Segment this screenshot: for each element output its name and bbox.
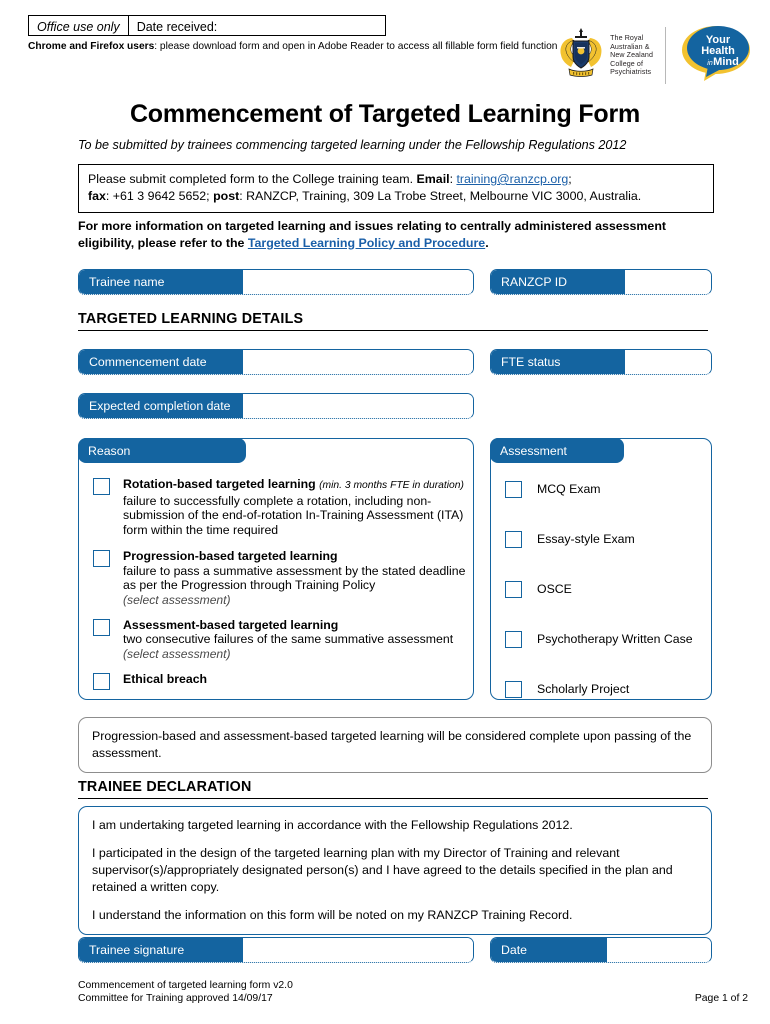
- fax-value: : +61 3 9642 5652;: [105, 189, 214, 203]
- ranzcp-logo: [558, 27, 666, 84]
- assessment-0-label: MCQ Exam: [537, 481, 601, 496]
- reason-option-assessment-based[interactable]: [79, 618, 473, 662]
- reason-1-desc: failure to pass a summative assessment by the stated deadline as per the Progression through Training Policy: [123, 563, 466, 593]
- expected-completion-date-input[interactable]: [243, 394, 473, 418]
- your-health-in-mind-logo: [666, 24, 754, 87]
- declaration-paragraph-1: I am undertaking targeted learning in accordance with the Fellowship Regulations 2012.: [92, 818, 573, 832]
- checkbox-mcq-exam[interactable]: [505, 481, 522, 498]
- declaration-paragraph-2: I participated in the design of the targeted learning plan with my Director of Training and relevant supervisor(s)/appropriately designated person(s) and I have agreed to the details specified in the plan and retained a written copy.: [92, 846, 673, 894]
- trainee-signature-label: Trainee signature: [79, 938, 243, 962]
- checkbox-ethical-breach[interactable]: [93, 673, 110, 690]
- assessment-panel: [490, 438, 712, 700]
- post-label: post: [213, 189, 240, 203]
- reason-option-rotation-based[interactable]: [79, 477, 473, 538]
- more-information-paragraph: [78, 218, 708, 251]
- checkbox-assessment-based[interactable]: [93, 619, 110, 636]
- reason-option-progression-based[interactable]: [79, 549, 473, 608]
- browser-note-bold: Chrome and Firefox users: [28, 41, 155, 52]
- commencement-date-field[interactable]: [78, 349, 474, 375]
- trainee-name-field[interactable]: [78, 269, 474, 295]
- reason-option-text: [123, 549, 473, 608]
- submit-text-c: :: [449, 172, 457, 186]
- fte-status-label: FTE status: [491, 350, 625, 374]
- post-value: : RANZCP, Training, 309 La Trobe Street, Melbourne VIC 3000, Australia.: [239, 189, 642, 203]
- reason-panel-title: Reason: [78, 438, 246, 463]
- crest-line-5: Psychiatrists: [610, 68, 652, 77]
- reason-option-text: [123, 477, 473, 538]
- assessment-panel-body: [491, 439, 711, 698]
- submission-instructions-box: [78, 164, 714, 213]
- date-received-label: Date received:: [136, 20, 218, 34]
- assessment-3-label: Psychotherapy Written Case: [537, 631, 693, 646]
- date-label: Date: [491, 938, 607, 962]
- assessment-option-osce[interactable]: [491, 580, 711, 598]
- submit-text-a: Please submit completed form to the College training team.: [88, 172, 417, 186]
- crest-line-2: Australian &: [610, 42, 650, 51]
- ranzcp-crest-icon: [558, 27, 604, 84]
- completion-note-text: Progression-based and assessment-based targeted learning will be considered complete upon passing of the assessment.: [92, 729, 692, 760]
- checkbox-progression-based[interactable]: [93, 550, 110, 567]
- targeted-learning-policy-link[interactable]: Targeted Learning Policy and Procedure: [247, 235, 486, 250]
- svg-text:in: in: [707, 60, 713, 67]
- fax-label: fax: [88, 189, 106, 203]
- expected-completion-date-label: Expected completion date: [79, 394, 243, 418]
- crest-line-1: The Royal: [610, 34, 644, 43]
- email-label: Email: [416, 172, 450, 186]
- assessment-1-label: Essay-style Exam: [537, 531, 635, 546]
- svg-text:Your: Your: [705, 34, 731, 46]
- reason-option-text: [123, 618, 453, 662]
- date-input[interactable]: [607, 938, 711, 962]
- submit-line-1: [88, 171, 704, 188]
- footer-line-1: Commencement of targeted learning form v2.0: [78, 980, 293, 991]
- info-text-2: .: [485, 235, 489, 250]
- ranzcp-id-field[interactable]: [490, 269, 712, 295]
- ranzcp-wordmark: [610, 34, 653, 77]
- checkbox-psychotherapy-written-case[interactable]: [505, 631, 522, 648]
- section-heading-targeted-learning-details: TARGETED LEARNING DETAILS: [78, 311, 708, 331]
- commencement-date-input[interactable]: [243, 350, 473, 374]
- reason-1-bold: Progression-based targeted learning: [123, 548, 338, 563]
- date-field[interactable]: [490, 937, 712, 963]
- reason-panel-body: [79, 439, 473, 690]
- trainee-name-label: Trainee name: [79, 270, 243, 294]
- svg-text:Mind: Mind: [713, 56, 739, 68]
- assessment-panel-title: Assessment: [490, 438, 624, 463]
- declaration-paragraph-3: I understand the information on this form will be noted on my RANZCP Training Record.: [92, 908, 573, 922]
- checkbox-essay-style-exam[interactable]: [505, 531, 522, 548]
- page-title: Commencement of Targeted Learning Form: [129, 100, 641, 128]
- reason-0-desc: failure to successfully complete a rotation, including non-submission of the end-of-rotation In-Training Assessment (ITA) form within the time required: [123, 493, 464, 538]
- reason-1-select: (select assessment): [123, 592, 231, 607]
- crest-line-4: College of: [610, 59, 644, 68]
- reason-option-text: [123, 672, 207, 687]
- fte-status-field[interactable]: [490, 349, 712, 375]
- logo-group: [558, 24, 754, 87]
- browser-note-rest: : please download form and open in Adobe Reader to access all fillable form field function: [154, 41, 558, 52]
- office-use-bar: [28, 15, 386, 36]
- submit-line-2: [88, 188, 704, 205]
- trainee-name-input[interactable]: [243, 270, 473, 294]
- reason-2-select: (select assessment): [123, 647, 231, 662]
- svg-text:Health: Health: [701, 45, 735, 57]
- trainee-signature-field[interactable]: [78, 937, 474, 963]
- info-text-1: For more information on targeted learning and issues relating to centrally administered assessment eligibility, please refer to the: [78, 219, 667, 250]
- assessment-option-scholarly-project[interactable]: [491, 680, 711, 698]
- reason-0-note: (min. 3 months FTE in duration): [319, 480, 464, 491]
- footer-page-number: Page 1 of 2: [694, 993, 748, 1004]
- assessment-option-mcq-exam[interactable]: [491, 480, 711, 498]
- browser-compatibility-note: [28, 40, 557, 53]
- submit-text-d: ;: [568, 172, 572, 186]
- reason-2-desc: two consecutive failures of the same summative assessment: [123, 632, 454, 647]
- reason-0-bold: Rotation-based targeted learning: [123, 477, 316, 491]
- ranzcp-id-label: RANZCP ID: [491, 270, 625, 294]
- reason-option-ethical-breach[interactable]: [79, 672, 473, 690]
- assessment-option-essay-style-exam[interactable]: [491, 530, 711, 548]
- checkbox-osce[interactable]: [505, 581, 522, 598]
- declaration-box: [78, 806, 712, 935]
- assessment-4-label: Scholarly Project: [537, 681, 630, 696]
- assessment-option-psychotherapy-written-case[interactable]: [491, 630, 711, 648]
- completion-note-box: [78, 717, 712, 773]
- crest-line-3: New Zealand: [610, 51, 653, 60]
- expected-completion-date-field[interactable]: [78, 393, 474, 419]
- page-subtitle: To be submitted by trainees commencing targeted learning under the Fellowship Regulations 2012: [78, 138, 627, 152]
- checkbox-scholarly-project[interactable]: [505, 681, 522, 698]
- reason-2-bold: Assessment-based targeted learning: [123, 617, 339, 632]
- reason-panel: [78, 438, 474, 700]
- ranzcp-id-input[interactable]: [625, 270, 711, 294]
- office-use-only-label: Office use only: [29, 16, 129, 35]
- checkbox-rotation-based[interactable]: [93, 478, 110, 495]
- footer-document-info: [78, 980, 293, 1005]
- fte-status-input[interactable]: [625, 350, 711, 374]
- reason-3-bold: Ethical breach: [123, 671, 208, 686]
- commencement-date-label: Commencement date: [79, 350, 243, 374]
- training-email-link[interactable]: training@ranzcp.org: [456, 172, 569, 186]
- section-heading-trainee-declaration: TRAINEE DECLARATION: [78, 779, 708, 799]
- footer-line-2: Committee for Training approved 14/09/17: [78, 992, 273, 1004]
- assessment-2-label: OSCE: [537, 581, 572, 596]
- date-received-field[interactable]: [129, 16, 385, 35]
- trainee-signature-input[interactable]: [243, 938, 473, 962]
